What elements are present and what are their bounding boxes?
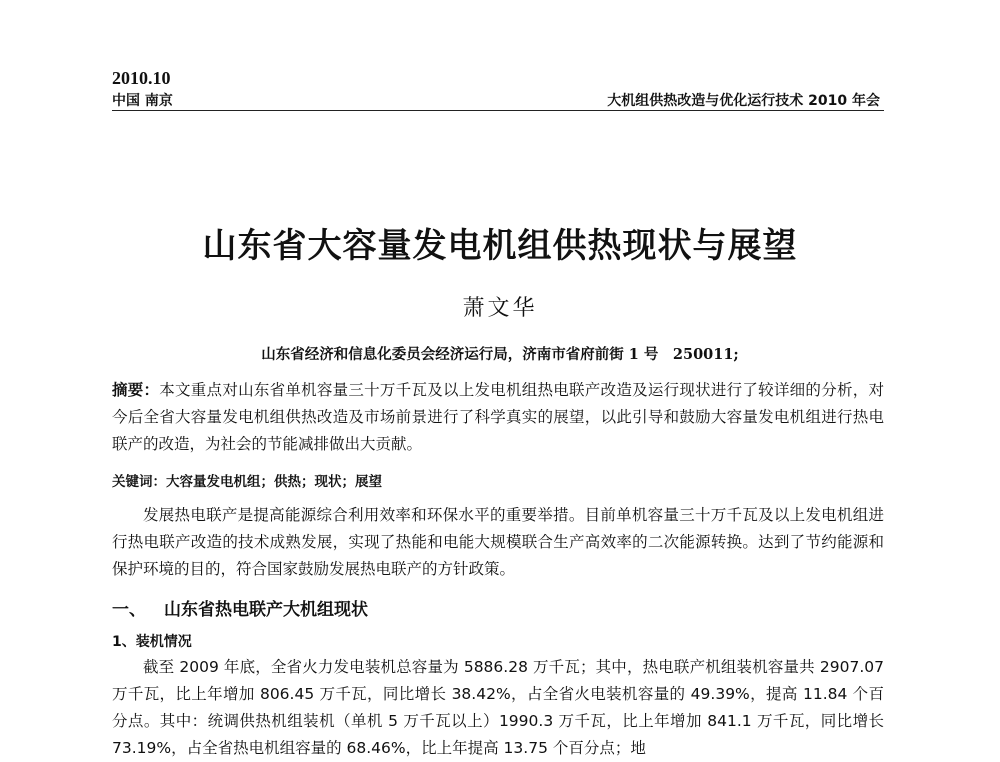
section-heading — [112, 595, 368, 620]
abstract-text: 本文重点对山东省单机容量三十万千瓦及以上发电机组热电联产改造及运行现状进行了较详细的分析，对今后全省大容量发电机组供热改造及市场前景进行了科学真实的展望，以此引导和鼓励大容量发电机组进行热电联产的改造，为社会的节能减排做出大贡献。 — [112, 381, 884, 453]
header-conference: 大机组供热改造与优化运行技术 2010 年会 — [607, 93, 880, 109]
abstract-label: 摘要： — [112, 381, 160, 399]
subsection-heading: 1、装机情况 — [112, 634, 192, 650]
abstract — [112, 377, 884, 458]
body-paragraph: 截至 2009 年底，全省火力发电装机总容量为 5886.28 万千瓦；其中，热电联产机组装机容量共 2907.07 万千瓦，比上年增加 806.45 万千瓦，同比增长 38.42%，占全省火电装机容量的 49.39%，提高 11.84 个百分点。其中：统调供热机组装机（单机 5 万千瓦以上）1990.3 万千瓦，比上年增加 841.1 万千瓦，同比增长 73.19%，占全省热电机组容量的 68.46%，比上年提高 13.75 个百分点；地 — [112, 658, 884, 757]
section-number: 一、 — [112, 600, 146, 620]
section-title: 山东省热电联产大机组现状 — [164, 600, 368, 620]
keywords-text: 大容量发电机组；供热；现状；展望 — [166, 474, 382, 490]
header-rule — [112, 110, 884, 111]
keywords-label: 关键词： — [112, 474, 166, 490]
keywords — [112, 470, 884, 490]
header-location: 中国 南京 — [112, 93, 173, 109]
intro-paragraph: 发展热电联产是提高能源综合利用效率和环保水平的重要举措。目前单机容量三十万千瓦及以上发电机组进行热电联产改造的技术成熟发展，实现了热能和电能大规模联合生产高效率的二次能源转换。达到了节约能源和保护环境的目的，符合国家鼓励发展热电联产的方针政策。 — [112, 506, 884, 578]
paper-author: 萧文华 — [462, 296, 538, 321]
header-date: 2010.10 — [112, 68, 171, 88]
paper-affiliation: 山东省经济和信息化委员会经济运行局，济南市省府前街 1 号 250011; — [261, 346, 739, 363]
paper-title: 山东省大容量发电机组供热现状与展望 — [202, 226, 798, 266]
